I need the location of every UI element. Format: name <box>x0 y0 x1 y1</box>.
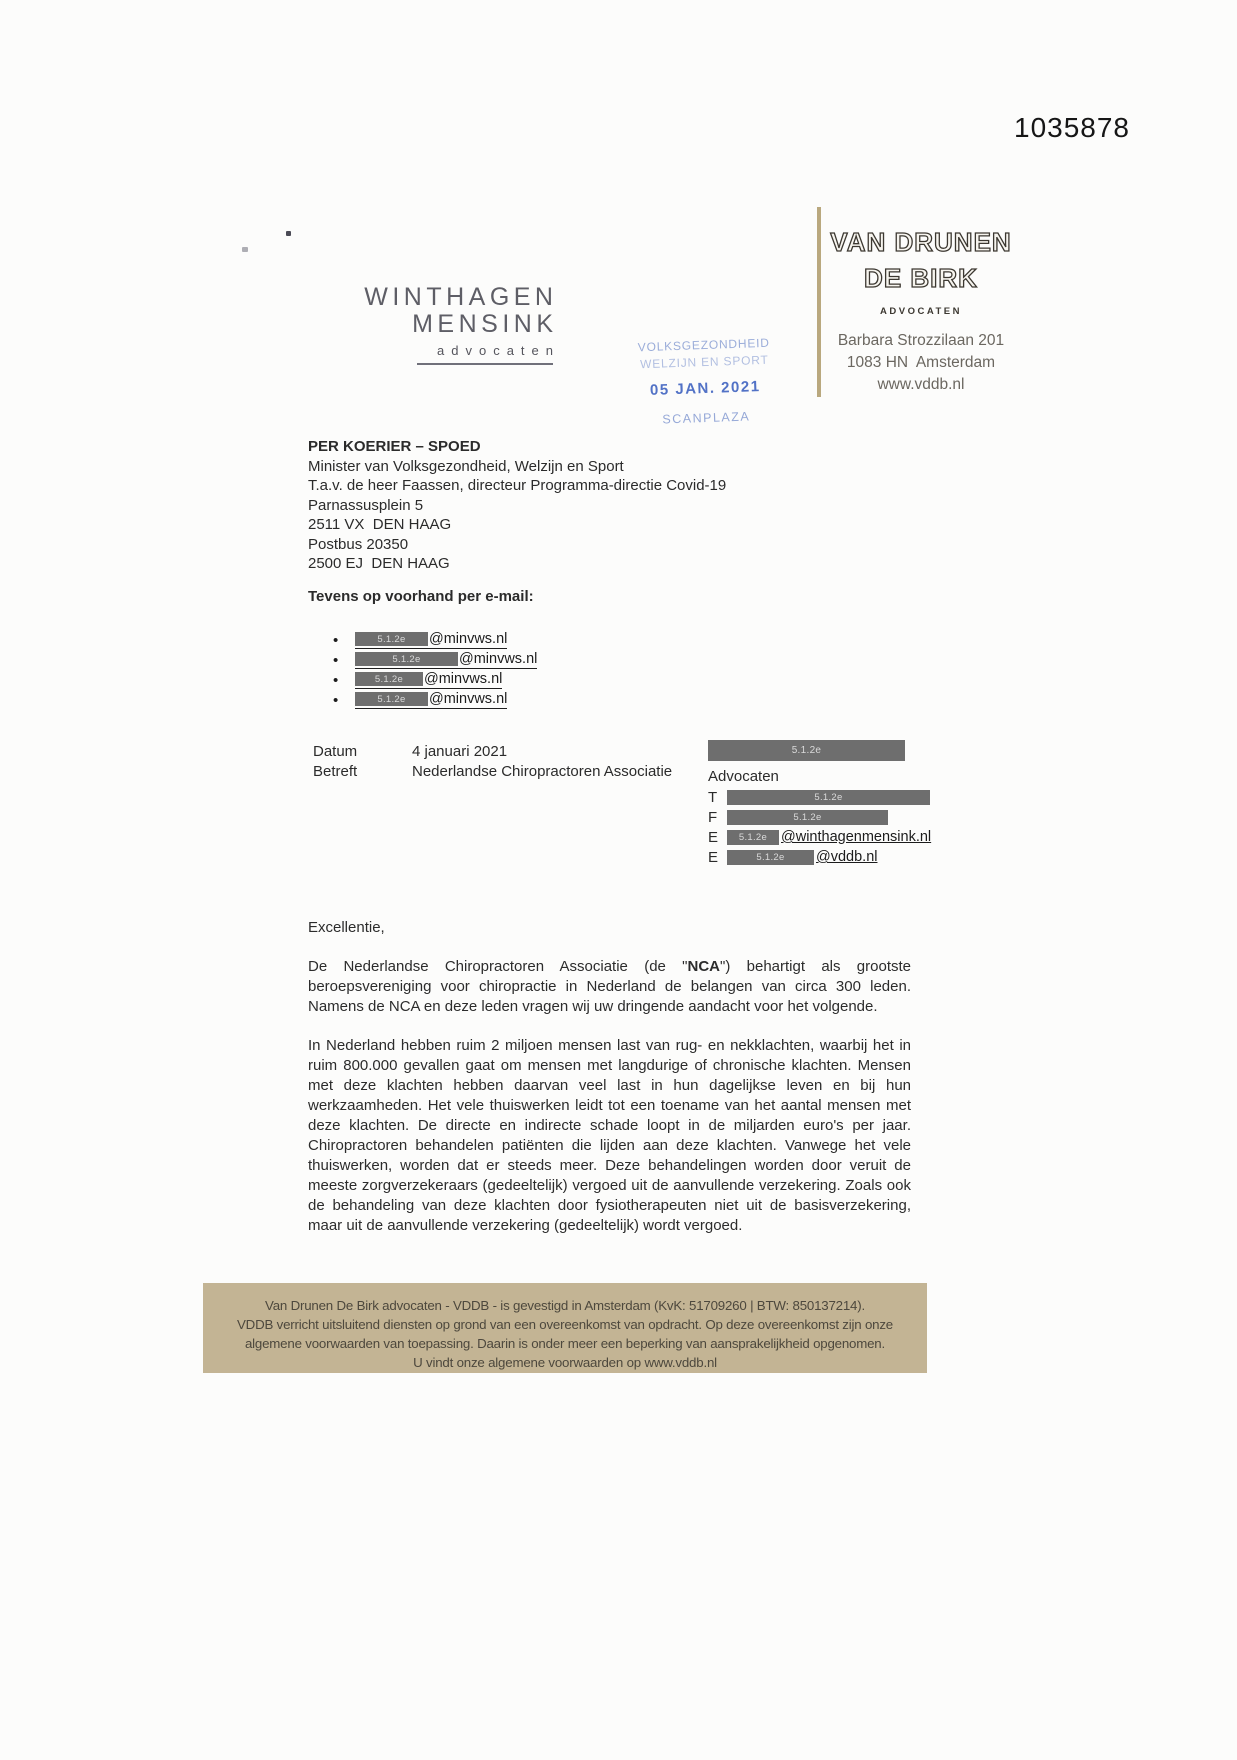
email-list-item <box>333 670 537 690</box>
recipient-line: 2500 EJ DEN HAAG <box>308 555 450 572</box>
email-domain: @minvws.nl <box>459 651 538 667</box>
footer-line: Van Drunen De Birk advocaten - VDDB - is gevestigd in Amsterdam (KvK: 51709260 | BTW: 850137214). <box>265 1298 865 1313</box>
letter-body <box>308 910 911 1236</box>
email-label: E <box>708 828 719 846</box>
redaction-box: 5.1.2e <box>708 740 905 761</box>
redaction-box: 5.1.2e <box>355 672 423 686</box>
footer-line: VDDB verricht uitsluitend diensten op grond van een overeenkomst van opdracht. Op deze overeenkomst zijn onze <box>237 1317 893 1332</box>
letter-meta <box>313 742 672 782</box>
nca-abbreviation: NCA <box>687 958 721 975</box>
meta-row-datum <box>313 742 672 762</box>
bullet-icon: • <box>333 691 339 709</box>
document-number: 1035878 <box>1014 112 1131 143</box>
vddb-website: www.vddb.nl <box>877 376 965 393</box>
datum-value: 4 januari 2021 <box>412 743 508 760</box>
contact-rows <box>708 787 932 867</box>
redacted-email <box>355 631 507 649</box>
vddb-address <box>822 330 1020 396</box>
footer-line: U vindt onze algemene voorwaarden op www.vddb.nl <box>413 1355 717 1370</box>
logo-line: MENSINK <box>412 310 558 338</box>
contact-organisation: Advocaten <box>708 768 779 785</box>
email-domain: @vddb.nl <box>816 849 878 865</box>
redaction-box: 5.1.2e <box>727 850 814 865</box>
email-list-item <box>333 650 537 670</box>
recipient-address <box>308 437 726 574</box>
redacted-email <box>355 671 502 689</box>
recipient-line: Postbus 20350 <box>308 535 409 553</box>
redaction-box: 5.1.2e <box>355 652 458 666</box>
stamp-org-line: WELZIJN EN SPORT <box>639 352 769 372</box>
email-domain: @minvws.nl <box>429 631 508 647</box>
bullet-icon: • <box>333 671 339 689</box>
fax-label: F <box>708 808 718 826</box>
logo-subtitle: advocaten <box>437 343 560 358</box>
scan-artifact-dot <box>242 247 248 252</box>
email-domain: @minvws.nl <box>429 691 508 707</box>
delivery-method: PER KOERIER – SPOED <box>308 438 481 455</box>
redaction-box: 5.1.2e <box>727 810 888 825</box>
email-list-item <box>333 630 537 650</box>
contact-row-phone <box>708 787 932 807</box>
vddb-address-line: 1083 HN Amsterdam <box>846 354 996 371</box>
vddb-logo-line: DE BIRK <box>864 263 978 293</box>
email-list-item <box>333 690 537 710</box>
winthagen-mensink-logo <box>364 283 560 365</box>
email-label: E <box>708 848 719 866</box>
vddb-letterhead <box>822 224 1020 396</box>
vddb-address-line: Barbara Strozzilaan 201 <box>837 332 1005 349</box>
recipient-line: Parnassusplein 5 <box>308 496 424 514</box>
sender-contact-block <box>708 740 932 867</box>
redaction-box: 5.1.2e <box>727 830 779 845</box>
redacted-email <box>355 651 537 669</box>
redaction-box: 5.1.2e <box>727 790 930 805</box>
footer-disclaimer <box>203 1283 927 1373</box>
contact-row-email <box>708 847 932 867</box>
contact-row-email <box>708 827 932 847</box>
betreft-value: Nederlandse Chiropractoren Associatie <box>412 763 673 780</box>
footer-line: algemene voorwaarden van toepassing. Daarin is onder meer een beperking van aansprakelijkheid opgenomen. <box>244 1336 886 1351</box>
datum-label: Datum <box>313 743 358 760</box>
email-domain: @minvws.nl <box>424 671 503 687</box>
paragraph-1-pre: De Nederlandse Chiropractoren Associatie (de " <box>308 958 688 975</box>
vddb-logo-subtitle: ADVOCATEN <box>880 306 962 317</box>
paragraph-1 <box>308 957 911 1017</box>
date-received-stamp <box>584 333 827 429</box>
meta-row-betreft <box>313 762 672 782</box>
vddb-logo-line: VAN DRUNEN <box>830 227 1012 257</box>
email-domain: @winthagenmensink.nl <box>781 829 932 845</box>
letterhead-divider <box>817 207 821 397</box>
phone-label: T <box>708 788 718 806</box>
redaction-box: 5.1.2e <box>355 632 428 646</box>
bullet-icon: • <box>333 651 339 669</box>
contact-row-fax <box>708 807 932 827</box>
email-advance-note: Tevens op voorhand per e-mail: <box>308 588 534 605</box>
salutation: Excellentie, <box>308 919 385 936</box>
logo-underline <box>417 363 553 365</box>
logo-line: WINTHAGEN <box>364 283 558 311</box>
betreft-label: Betreft <box>313 763 358 780</box>
stamp-org-line: VOLKSGEZONDHEID <box>637 335 770 355</box>
email-list <box>333 630 537 710</box>
scan-artifact-dot <box>286 231 291 236</box>
stamp-date: 05 JAN. 2021 <box>649 378 761 399</box>
recipient-line: Minister van Volksgezondheid, Welzijn en Sport <box>308 457 624 475</box>
recipient-line: 2511 VX DEN HAAG <box>308 516 452 533</box>
paragraph-1-post: ") behartigt als grootste beroepsvereniging voor chiropractie in Nederland de belangen van circa 300 leden. Namens de NCA en deze leden vragen wij uw dringende aandacht voor het volgende. <box>308 958 911 1015</box>
stamp-location: SCANPLAZA <box>662 409 751 427</box>
bullet-icon: • <box>333 631 339 649</box>
paragraph-2: In Nederland hebben ruim 2 miljoen mensen last van rug- en nekklachten, waarbij het in ruim 800.000 gevallen gaat om mensen met langdurige of chronische klachten. Mensen met deze klachten hebben daarvan veel last in hun dagelijkse leven en bij hun werkzaamheden. Het vele thuiswerken leidt tot een toename van het aantal mensen met deze klachten. De directe en indirecte schade loopt in de miljarden euro's per jaar. Chiropractoren behandelen patiënten die lijden aan deze klachten. Vanwege het vele thuiswerken, worden dat er steeds meer. Deze behandelingen worden door veruit de meeste zorgverzekeraars (gedeeltelijk) vergoed uit de aanvullende verzekering. Zoals ook de behandeling van deze klachten door fysiotherapeuten niet uit de basisverzekering, maar uit de aanvullende verzekering (gedeeltelijk) wordt vergoed. <box>308 1037 911 1234</box>
recipient-line: T.a.v. de heer Faassen, directeur Programma-directie Covid-19 <box>308 477 727 494</box>
redacted-email <box>355 691 507 709</box>
redaction-box: 5.1.2e <box>355 692 428 706</box>
